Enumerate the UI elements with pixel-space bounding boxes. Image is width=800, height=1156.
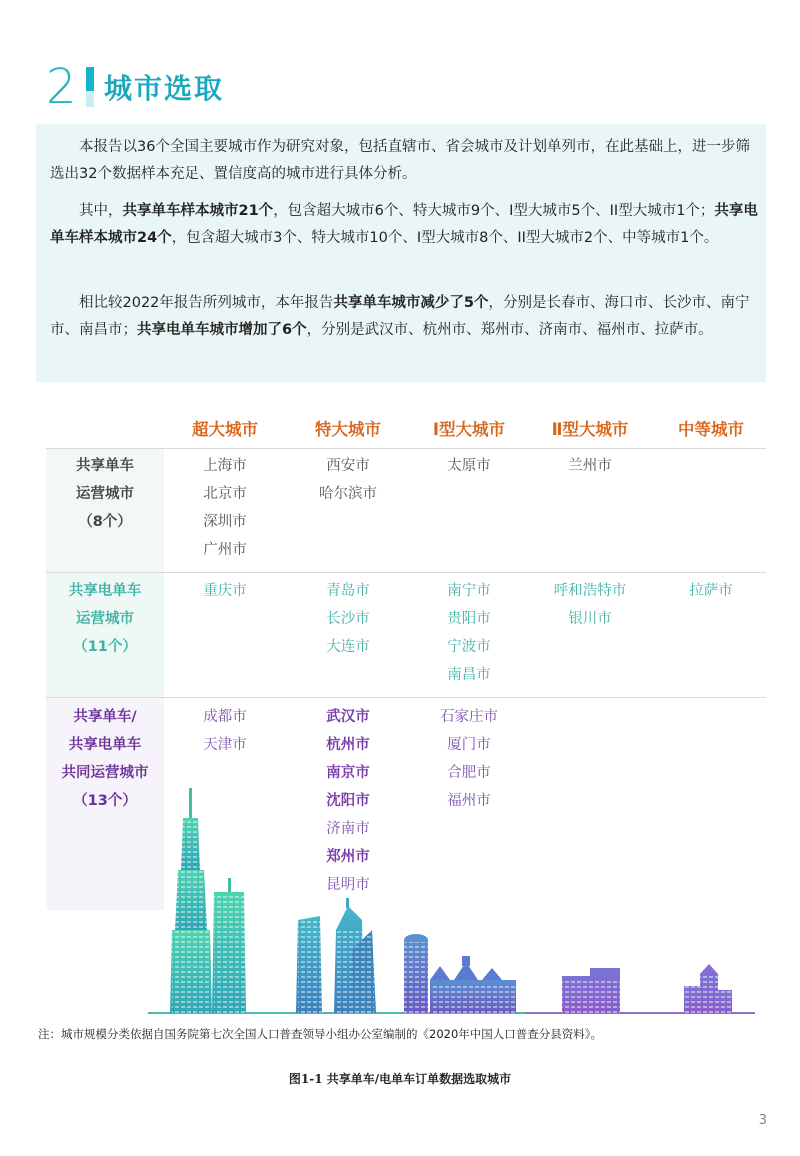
section-bar [86,67,94,107]
city-name: 青岛市 [326,583,370,599]
row-label-line: 共同运营城市 [61,765,149,781]
classic-buildings [404,934,516,1013]
city-name: 拉萨市 [689,583,733,599]
row-label-line: 共享单车/ [73,709,137,725]
city-name: 天津市 [203,737,247,753]
city-cell [283,452,413,508]
intro-text: ，分别是武汉市、杭州市、郑州市、济南市、福州市、拉萨市。 [306,322,713,338]
page-number: 3 [758,1113,767,1128]
city-name: 武汉市 [326,709,370,725]
city-name: 南昌市 [447,667,491,683]
city-name: 杭州市 [326,737,370,753]
city-cell [404,703,534,815]
city-name: 太原市 [447,458,491,474]
row-label-line: 运营城市 [76,611,134,627]
row-label-line: （8个） [78,514,132,530]
row-divider [46,448,766,449]
intro-text: 本报告以36个全国主要城市作为研究对象，包括直辖市、省会城市及计划单列市，在此基础上，进一步筛选出32个数据样本充足、置信度高的城市进行具体分析。 [50,139,750,182]
intro-highlight: 共享电单车城市增加了6个 [137,322,307,338]
city-name: 郑州市 [326,849,370,865]
twin-tower [212,878,246,1013]
column-header-type1-city: Ⅰ型大城市 [432,420,506,439]
city-cell [283,703,413,899]
city-name: 南宁市 [447,583,491,599]
city-cell [283,577,413,661]
city-cell [525,452,655,480]
column-header-type2-city: Ⅱ型大城市 [551,420,629,439]
city-name: 西安市 [326,458,370,474]
city-name: 福州市 [447,793,491,809]
city-cell [525,577,655,633]
intro-paragraph-1 [50,134,762,188]
city-name: 大连市 [326,639,370,655]
city-name: 合肥市 [447,765,491,781]
row-divider [46,697,766,698]
city-cell [646,577,776,605]
section-number: 2 [46,59,77,115]
row-label-line: （11个） [73,639,137,655]
intro-text: 相比较2022年报告所列城市，本年报告 [79,295,334,311]
city-name: 长沙市 [326,611,370,627]
city-name: 南京市 [326,765,370,781]
intro-text: ，包含超大城市6个、特大城市9个、I型大城市5个、II型大城市1个； [273,203,715,219]
intro-highlight: 共享单车样本城市21个 [122,203,274,219]
mid-towers [296,898,376,1013]
spire-tower [170,788,212,1013]
city-name: 宁波市 [447,639,491,655]
city-name: 广州市 [203,542,247,558]
intro-highlight: 共享电单车样本城市24个 [50,203,758,246]
row-divider [46,572,766,573]
city-cell [160,577,290,605]
city-name: 沈阳市 [326,793,370,809]
city-cell [404,452,534,480]
intro-text: 其中， [79,203,123,219]
city-name: 哈尔滨市 [319,486,377,502]
city-name: 贵阳市 [447,611,491,627]
city-name: 北京市 [203,486,247,502]
city-name: 昆明市 [326,877,370,893]
row-label-line: 共享电单车 [68,583,142,599]
section-heading [46,59,225,115]
intro-text: ，分别是长春市、海口市、长沙市、南宁市、南昌市； [50,295,750,338]
intro-paragraph-3 [50,290,762,344]
column-header-medium-city: 中等城市 [678,420,744,439]
row-label-bike [46,452,164,536]
section-title: 城市选取 [104,72,225,105]
city-cell [160,703,290,759]
small-purple-buildings [562,964,732,1013]
row-label-line: （13个） [73,793,137,809]
city-cell [160,452,290,564]
city-cell [404,577,534,689]
row-label-line: 运营城市 [76,486,134,502]
intro-text: ，包含超大城市3个、特大城市10个、I型大城市8个、II型大城市2个、中等城市1个。 [171,230,719,246]
footnote: 注：城市规模分类依据自国务院第七次全国人口普查领导小组办公室编制的《2020年中国人口普查分县资料》。 [38,1027,603,1041]
city-name: 石家庄市 [440,709,498,725]
figure-caption: 图1-1 共享单车/电单车订单数据选取城市 [288,1072,512,1086]
city-name: 厦门市 [447,737,491,753]
city-name: 重庆市 [203,583,247,599]
row-label-line: 共享单车 [76,458,134,474]
city-name: 深圳市 [203,514,247,530]
city-name: 呼和浩特市 [553,583,627,599]
column-header-supercity: 特大城市 [315,420,381,439]
column-header-megacity: 超大城市 [192,420,258,439]
city-name: 成都市 [203,709,247,725]
city-name: 济南市 [326,821,370,837]
intro-box [36,124,766,382]
intro-highlight: 共享单车城市减少了5个 [333,295,489,311]
city-name: 兰州市 [568,458,612,474]
city-name: 银川市 [568,611,612,627]
city-name: 上海市 [203,458,247,474]
row-label-ebike [46,577,164,661]
intro-paragraph-2 [50,198,762,252]
row-label-line: 共享电单车 [68,737,142,753]
